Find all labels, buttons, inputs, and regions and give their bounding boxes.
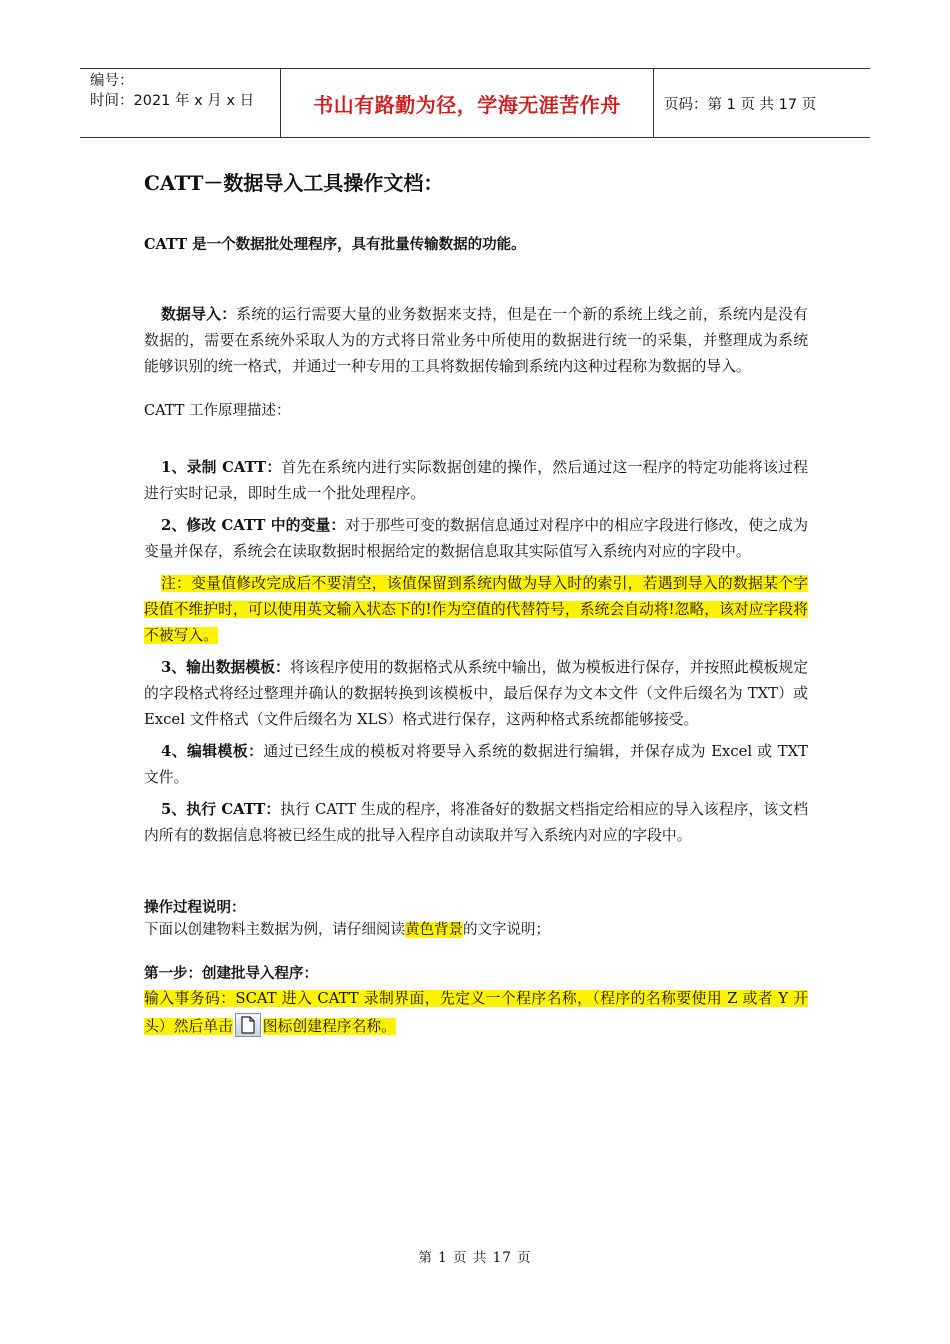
- step5-paragraph: [144, 797, 808, 849]
- step4-text: 通过已经生成的模板对将要导入系统的数据进行编辑，并保存成为 Excel 或 TXT 文件。: [144, 743, 809, 786]
- first-step-paragraph: [144, 985, 808, 1041]
- first-step-text-b: 图标创建程序名称。: [262, 1018, 396, 1035]
- step5-text: 执行 CATT 生成的程序，将准备好的数据文档指定给相应的导入该程序，该文档内所有的数据信息将被已经生成的批导入程序自动读取并写入系统内对应的字段中。: [144, 801, 809, 844]
- step2-label: 2、修改 CATT 中的变量：: [161, 517, 346, 534]
- import-text: 系统的运行需要大量的业务数据来支持，但是在一个新的系统上线之前，系统内是没有数据的，需要在系统外采取人为的方式将日常业务中所使用的数据进行统一的采集，并整理成为系统能够识别的统一格式，并通过一种专用的工具将数据传输到系统内这种过程称为数据的导入。: [144, 306, 808, 375]
- step3-paragraph: [144, 655, 808, 733]
- process-post: 的文字说明；: [463, 922, 550, 938]
- step3-text: 将该程序使用的数据格式从系统中输出，做为模板进行保存，并按照此模板规定的字段格式将经过整理并确认的数据转换到该模板中，最后保存为文本文件（文件后缀名为 TXT）或 Excel 文件格式（文件后缀名为 XLS）格式进行保存，这两种格式系统都能够接受。: [144, 659, 808, 728]
- step4-paragraph: [144, 739, 808, 791]
- header-meta: [80, 69, 280, 137]
- header-page-info: 页码：第 1 页 共 17 页: [664, 96, 817, 113]
- step2-paragraph: [144, 513, 808, 565]
- intro-text: CATT 是一个数据批处理程序，具有批量传输数据的功能。: [144, 236, 526, 253]
- document-body: [144, 168, 808, 1041]
- note-paragraph: [144, 571, 808, 649]
- page-footer: 第 1 页 共 17 页: [418, 1250, 532, 1266]
- process-description: [144, 919, 808, 941]
- import-paragraph: [144, 302, 808, 380]
- process-pre: 下面以创建物料主数据为例，请仔细阅读: [144, 922, 405, 938]
- new-document-icon: [235, 1013, 261, 1037]
- first-step-text-a: 输入事务码：SCAT 进入 CATT 录制界面，先定义一个程序名称，（程序的名称要使用 Z 或者 Y 开头）然后单击: [144, 990, 808, 1035]
- step5-label: 5、执行 CATT：: [161, 801, 281, 818]
- time-label: 时间：2021 年 x 月 x 日: [90, 93, 255, 109]
- number-label: 编号：: [90, 73, 134, 89]
- step3-label: 3、输出数据模板：: [161, 659, 290, 676]
- step2-text: 对于那些可变的数据信息通过对程序中的相应字段进行修改，使之成为变量并保存，系统会在读取数据时根据给定的数据信息取其实际值写入系统内对应的字段中。: [144, 517, 808, 560]
- first-step-title: 第一步：创建批导入程序：: [144, 965, 318, 982]
- step4-label: 4、编辑模板：: [161, 743, 264, 760]
- document-title: CATT－数据导入工具操作文档：: [144, 171, 444, 195]
- principle-title: CATT 工作原理描述：: [144, 403, 291, 419]
- note-text: 注：变量值修改完成后不要清空，该值保留到系统内做为导入时的索引，若遇到导入的数据某个字段值不维护时，可以使用英文输入状态下的!作为空值的代替符号，系统会自动将!忽略，该对应字段将不被写入。: [144, 575, 808, 644]
- header-motto: 书山有路勤为径，学海无涯苦作舟: [280, 69, 654, 137]
- process-highlight: 黄色背景: [405, 922, 463, 938]
- page-header: [80, 68, 870, 138]
- step1-label: 1、录制 CATT：: [161, 459, 282, 476]
- process-title: 操作过程说明：: [144, 899, 246, 916]
- step1-paragraph: [144, 455, 808, 507]
- import-label: 数据导入：: [161, 306, 237, 323]
- step1-text: 首先在系统内进行实际数据创建的操作，然后通过这一程序的特定功能将该过程进行实时记录，即时生成一个批处理程序。: [144, 459, 808, 502]
